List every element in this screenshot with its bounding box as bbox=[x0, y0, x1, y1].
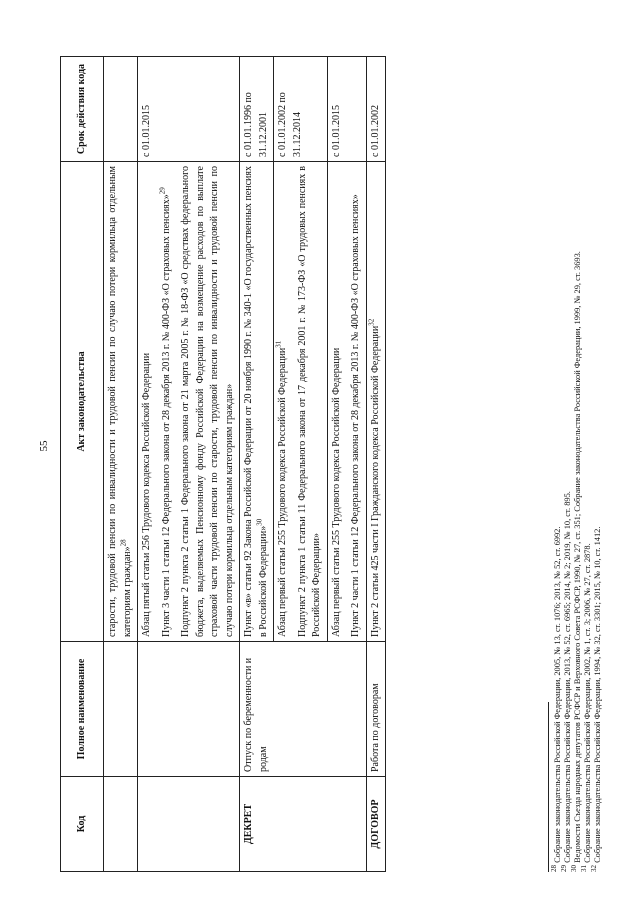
cell-name-empty bbox=[138, 642, 240, 777]
footnote: $^{29}$ Собрание законодательства Российской Федерации, 2013, № 52, ст. 6965; 2014, № 2; 2019, № 10, ст. 895. bbox=[560, 491, 573, 872]
footnotes bbox=[548, 57, 603, 872]
cell-name-dogovor: Работа по договорам bbox=[366, 642, 386, 777]
cell-act-group bbox=[274, 162, 328, 642]
act-text: Абзац пятый статьи 256 Трудового кодекса Российской Федерации bbox=[141, 352, 152, 637]
legislation-table bbox=[60, 56, 386, 872]
cell-name-continuation bbox=[104, 642, 138, 777]
page-number: 55 bbox=[38, 440, 50, 452]
header-act: Акт законодательства bbox=[61, 162, 104, 642]
act-text: Пункт 3 части 1 статьи 12 Федерального закона от 28 декабря 2013 г. № 400-ФЗ «О страховых пенсиях» bbox=[160, 194, 172, 637]
table-row bbox=[138, 57, 240, 872]
footnote: $^{32}$ Собрание законодательства Российской Федерации, 1994, № 32, ст. 3301; 2015, № 10, ст. 1412. bbox=[590, 526, 603, 872]
cell-validity: с 01.01.2015 bbox=[138, 57, 240, 162]
act-text: Подпункт 2 пункта 2 статьи 1 Федерального закона от 21 марта 2005 г. № 18-ФЗ «О средствах федерального бюджета, выделяемых Пенсионному фонду Российской Федерации на возмещение расходов по выплате страховой части трудовой пенсии по старости, трудовой пенсии по инвалидности и трудовой пенсии по случаю потери кормильца отдельным категориям граждан» bbox=[180, 166, 235, 637]
table-header-row bbox=[61, 57, 104, 872]
cell-act bbox=[366, 162, 386, 642]
cell-act-continuation bbox=[104, 162, 138, 642]
cell-name-dekret: Отпуск по беременности и родам bbox=[240, 642, 367, 777]
footnote-divider bbox=[548, 702, 549, 872]
table-row bbox=[104, 57, 138, 872]
act-text: Абзац первый статьи 255 Трудового кодекса Российской Федерации bbox=[330, 347, 342, 637]
table-row bbox=[366, 57, 386, 872]
cell-validity-continuation bbox=[104, 57, 138, 162]
cell-code-continuation bbox=[104, 777, 138, 872]
footnote-ref: 28 bbox=[119, 539, 128, 547]
table-row bbox=[240, 57, 274, 872]
cell-validity: с 01.01.2002 bbox=[366, 57, 386, 162]
footnote: $^{30}$ Ведомости Съезда народных депутатов РСФСР и Верховного Совета РСФСР, 1990, № 27, ст. 351; Собрание законодательства Российской Федерации, 1999, № 29, ст. 3693. bbox=[570, 251, 583, 872]
cell-validity: с 01.01.2002 по 31.12.2014 bbox=[274, 57, 328, 162]
act-text: Абзац первый статьи 255 Трудового кодекса Российской Федерации bbox=[277, 347, 288, 637]
cell-act-group bbox=[138, 162, 240, 642]
act-text: Пункт «в» статьи 92 Закона Российской Федерации от 20 ноября 1990 г. № 340-1 «О государственных пенсиях в Российской Федерации» bbox=[243, 166, 269, 637]
cell-code-empty bbox=[138, 777, 240, 872]
header-code: Код bbox=[61, 777, 104, 872]
header-validity: Срок действия кода bbox=[61, 57, 104, 162]
act-text: Подпункт 2 пункта 1 статьи 11 Федерального закона от 17 декабря 2001 г. № 173-ФЗ «О трудовых пенсиях в Российской Федерации» bbox=[296, 166, 322, 637]
act-text: старости, трудовой пенсии по инвалидности и трудовой пенсии по случаю потери кормильца отдельным категориям граждан» bbox=[107, 166, 133, 637]
cell-validity: с 01.01.2015 bbox=[327, 57, 366, 162]
rotated-page-content bbox=[60, 52, 620, 872]
cell-validity: с 01.01.1996 по 31.12.2001 bbox=[240, 57, 274, 162]
cell-act-group bbox=[327, 162, 366, 642]
header-full-name: Полное наименование bbox=[61, 642, 104, 777]
footnote: $^{31}$ Собрание законодательства Российской Федерации, 2002, № 1, ст. 3; 2006, № 27, ст. 2878. bbox=[580, 543, 593, 872]
footnote-ref: 31 bbox=[274, 340, 283, 348]
footnote-ref: 32 bbox=[367, 318, 376, 326]
cell-code-dogovor: ДОГОВОР bbox=[366, 777, 386, 872]
footnote-ref: 30 bbox=[255, 518, 264, 526]
cell-act bbox=[240, 162, 274, 642]
act-text: Пункт 2 части 1 статьи 12 Федерального закона от 28 декабря 2013 г. № 400-ФЗ «О страховых пенсиях» bbox=[350, 194, 361, 637]
cell-code-dekret: ДЕКРЕТ bbox=[240, 777, 367, 872]
footnote-ref: 29 bbox=[158, 187, 167, 195]
act-text: Пункт 2 статьи 425 части I Гражданского кодекса Российской Федерации bbox=[369, 325, 381, 637]
footnote: $^{28}$ Собрание законодательства Российской Федерации, 2005, № 13, ст. 1076; 2013, № 52, ст. 6992. bbox=[550, 526, 562, 872]
